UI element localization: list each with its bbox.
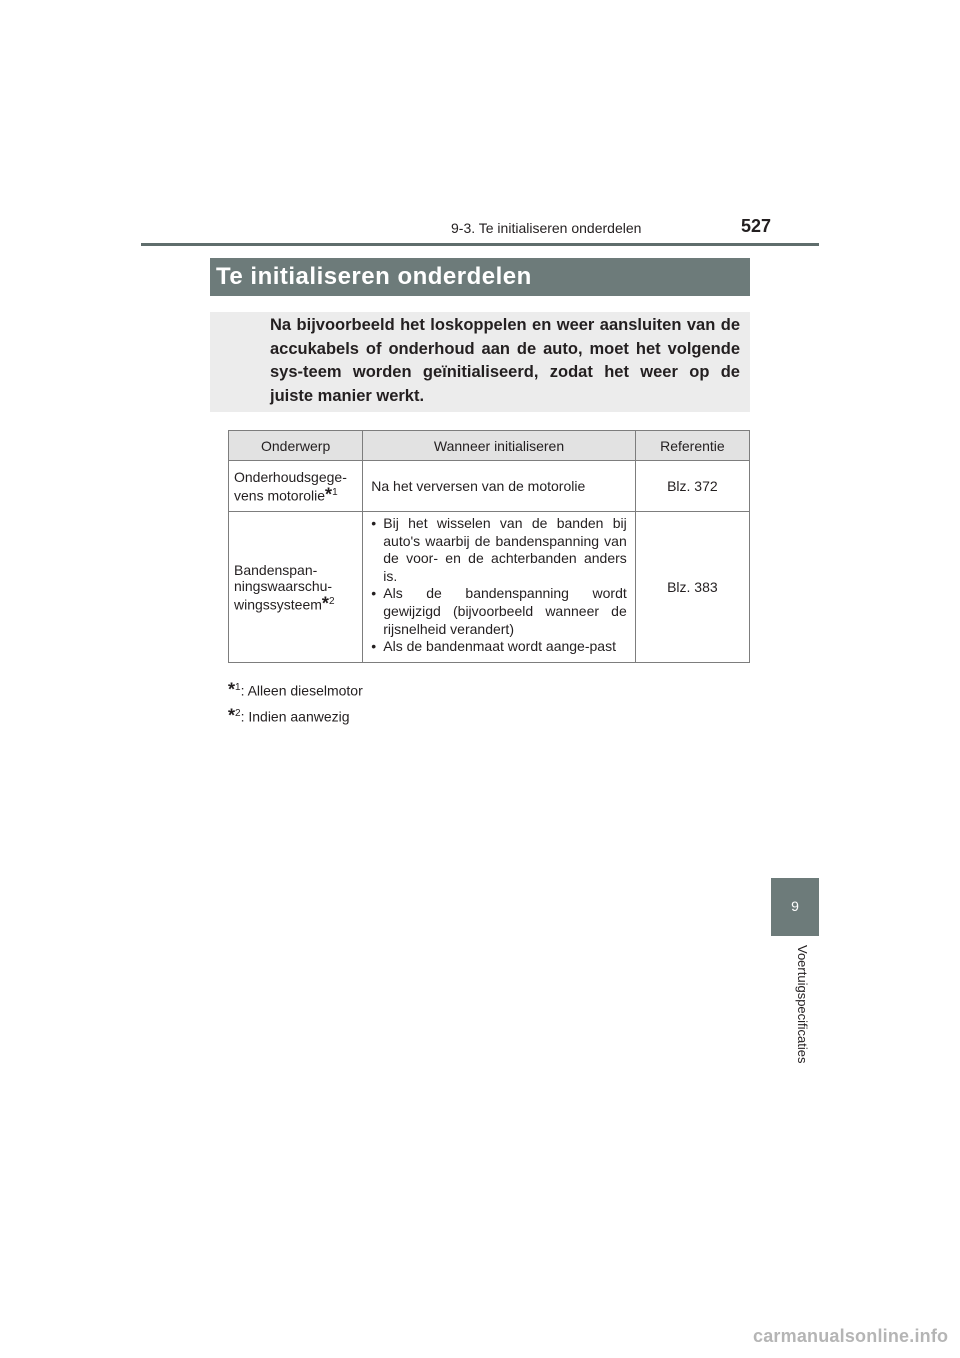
intro-box [210,312,750,412]
subject-cell [229,461,363,512]
footnote-text: : Indien aanwezig [240,708,350,725]
chapter-title: Voertuigspecificaties [795,945,810,1064]
page-number: 527 [741,216,772,236]
table-row [229,461,750,512]
footnote-star: * [228,679,236,700]
subject-text: Onderhoudsgege-vens motorolie [234,468,347,504]
footnote-ref: 2 [328,595,335,607]
bullet-item: • Als de bandenmaat wordt aange-past [371,638,627,656]
subject-text: Bandenspan-ningswaarschu-wingssysteem [234,561,333,613]
chapter-number: 9 [791,898,799,914]
footnote-star: * [325,484,333,505]
column-header: Onderwerp [229,431,363,461]
initialization-table [228,430,750,663]
footnote-mark: 1 [235,682,241,693]
footnote-mark: 2 [235,708,241,719]
bullet-item: • Bij het wisselen van de banden bij auto's waarbij de bandenspanning van de voor- en de achterbanden anders is. [371,515,627,585]
bullet-item: • Als de bandenspanning wordt gewijzigd (bijvoorbeeld wanneer de rijsnelheid verandert) [371,585,627,638]
footnote [228,705,350,726]
column-header: Referentie [635,431,749,461]
table-header-row [229,431,750,461]
chapter-tab [771,878,819,936]
subject-cell [229,512,363,663]
footnote [228,679,363,700]
header-rule [141,243,819,246]
table-row [229,512,750,663]
bullet-list [371,515,627,656]
title-banner [210,258,750,296]
when-cell [363,512,636,663]
footnote-star: * [228,705,236,726]
footnote-ref: 1 [332,486,338,498]
intro-text: Na bijvoorbeeld het loskoppelen en weer aansluiten van de accukabels of onderhoud aan de auto, moet het volgende sys-teem worden geïnitialiseerd, zodat het weer op de juiste manier werkt. [270,316,740,405]
footnote-star: * [321,593,329,614]
footnote-text: : Alleen dieselmotor [240,682,363,699]
column-header: Wanneer initialiseren [363,431,636,461]
reference-cell: Blz. 383 [635,512,749,663]
watermark: carmanualsonline.info [753,1326,949,1346]
reference-cell: Blz. 372 [635,461,749,512]
header-section-title: 9-3. Te initialiseren onderdelen [451,220,642,236]
when-cell: Na het verversen van de motorolie [363,461,636,512]
page-title: Te initialiseren onderdelen [216,263,532,290]
